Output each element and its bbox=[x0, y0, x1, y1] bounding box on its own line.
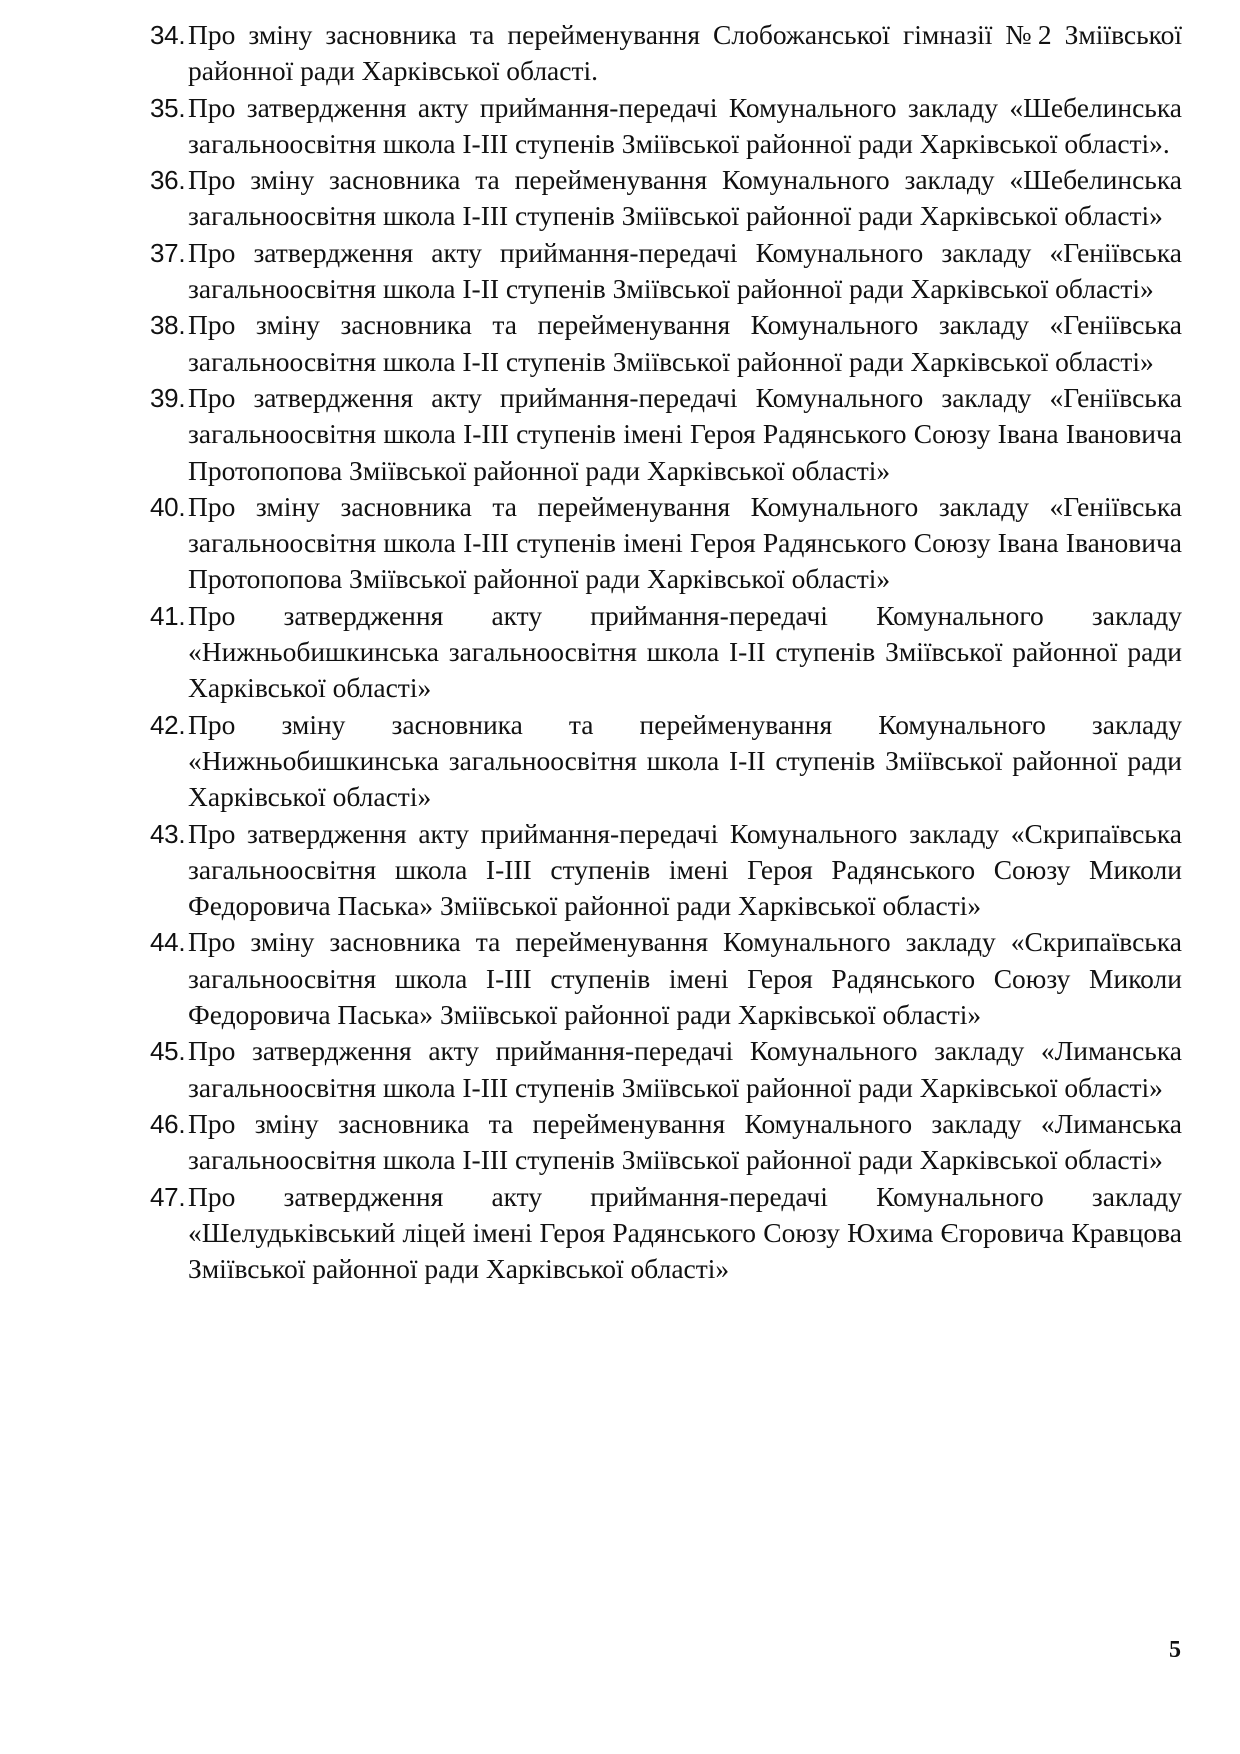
item-number: 41. bbox=[150, 600, 186, 631]
item-number: 37. bbox=[150, 237, 186, 268]
agenda-item-39 bbox=[150, 380, 1182, 489]
item-number: 46. bbox=[150, 1108, 186, 1139]
agenda-item-38 bbox=[150, 307, 1182, 380]
agenda-item-44 bbox=[150, 924, 1182, 1033]
agenda-item-40 bbox=[150, 489, 1182, 598]
item-number: 45. bbox=[150, 1036, 186, 1067]
item-number: 42. bbox=[150, 709, 186, 740]
agenda-item-46 bbox=[150, 1106, 1182, 1179]
item-number: 35. bbox=[150, 92, 186, 123]
item-text: Про зміну засновника та перейменування Комунального закладу «Скрипаївська загальноосвітня школа І-ІІІ ступенів імені Героя Радянського Союзу Миколи Федоровича Паська» Зміївської районної ради Харківської області» bbox=[188, 926, 1182, 1031]
agenda-item-41 bbox=[150, 598, 1182, 707]
item-number: 39. bbox=[150, 382, 186, 413]
item-number: 47. bbox=[150, 1181, 186, 1212]
item-text: Про зміну засновника та перейменування Комунального закладу «Геніївська загальноосвітня школа І-ІІІ ступенів імені Героя Радянського Союзу Івана Івановича Протопопова Зміївської районної ради Харківської області» bbox=[188, 490, 1182, 595]
item-text: Про зміну засновника та перейменування Комунального закладу «Лиманська загальноосвітня школа І-ІІІ ступенів Зміївської районної ради Харківської області» bbox=[188, 1107, 1182, 1176]
item-text: Про затвердження акту приймання-передачі Комунального закладу «Скрипаївська загальноосвітня школа І-ІІІ ступенів імені Героя Радянського Союзу Миколи Федоровича Паська» Зміївської районної ради Харківської області» bbox=[188, 817, 1182, 922]
item-text: Про затвердження акту приймання-передачі Комунального закладу «Нижньобишкинська загальноосвітня школа І-ІІ ступенів Зміївської районної ради Харківської області» bbox=[188, 599, 1182, 704]
agenda-item-42 bbox=[150, 707, 1182, 816]
agenda-item-35 bbox=[150, 90, 1182, 163]
item-number: 38. bbox=[150, 310, 186, 341]
item-text: Про зміну засновника та перейменування Слобожанської гімназії №2 Зміївської районної ради Харківської області. bbox=[188, 19, 1182, 87]
item-text: Про затвердження акту приймання-передачі Комунального закладу «Геніївська загальноосвітня школа І-ІІ ступенів Зміївської районної ради Харківської області» bbox=[188, 236, 1182, 305]
agenda-item-45 bbox=[150, 1033, 1182, 1106]
item-number: 40. bbox=[150, 491, 186, 522]
item-text: Про затвердження акту приймання-передачі Комунального закладу «Лиманська загальноосвітня школа І-ІІІ ступенів Зміївської районної ради Харківської області» bbox=[188, 1035, 1182, 1103]
item-number: 43. bbox=[150, 818, 186, 849]
page-number: 5 bbox=[1169, 1637, 1181, 1663]
item-text: Про затвердження акту приймання-передачі Комунального закладу «Геніївська загальноосвітня школа І-ІІІ ступенів імені Героя Радянського Союзу Івана Івановича Протопопова Зміївської районної ради Харківської області» bbox=[188, 381, 1182, 486]
item-text: Про зміну засновника та перейменування Комунального закладу «Нижньобишкинська загальноосвітня школа І-ІІ ступенів Зміївської районної ради Харківської області» bbox=[188, 708, 1182, 813]
item-number: 36. bbox=[150, 165, 186, 196]
agenda-list bbox=[150, 17, 1182, 1287]
item-text: Про затвердження акту приймання-передачі Комунального закладу «Шебелинська загальноосвітня школа І-ІІІ ступенів Зміївської районної ради Харківської області». bbox=[188, 91, 1182, 159]
agenda-item-47 bbox=[150, 1179, 1182, 1288]
item-text: Про зміну засновника та перейменування Комунального закладу «Шебелинська загальноосвітня школа І-ІІІ ступенів Зміївської районної ради Харківської області» bbox=[188, 164, 1182, 232]
item-number: 44. bbox=[150, 927, 186, 958]
agenda-item-34 bbox=[150, 17, 1182, 90]
item-text: Про зміну засновника та перейменування Комунального закладу «Геніївська загальноосвітня школа І-ІІ ступенів Зміївської районної ради Харківської області» bbox=[188, 309, 1182, 377]
agenda-item-36 bbox=[150, 162, 1182, 235]
item-number: 34. bbox=[150, 20, 186, 50]
item-text: Про затвердження акту приймання-передачі Комунального закладу «Шелудьківський ліцей імені Героя Радянського Союзу Юхима Єгоровича Кравцова Зміївської районної ради Харківської області» bbox=[188, 1180, 1182, 1285]
agenda-item-43 bbox=[150, 816, 1182, 925]
agenda-item-37 bbox=[150, 235, 1182, 308]
